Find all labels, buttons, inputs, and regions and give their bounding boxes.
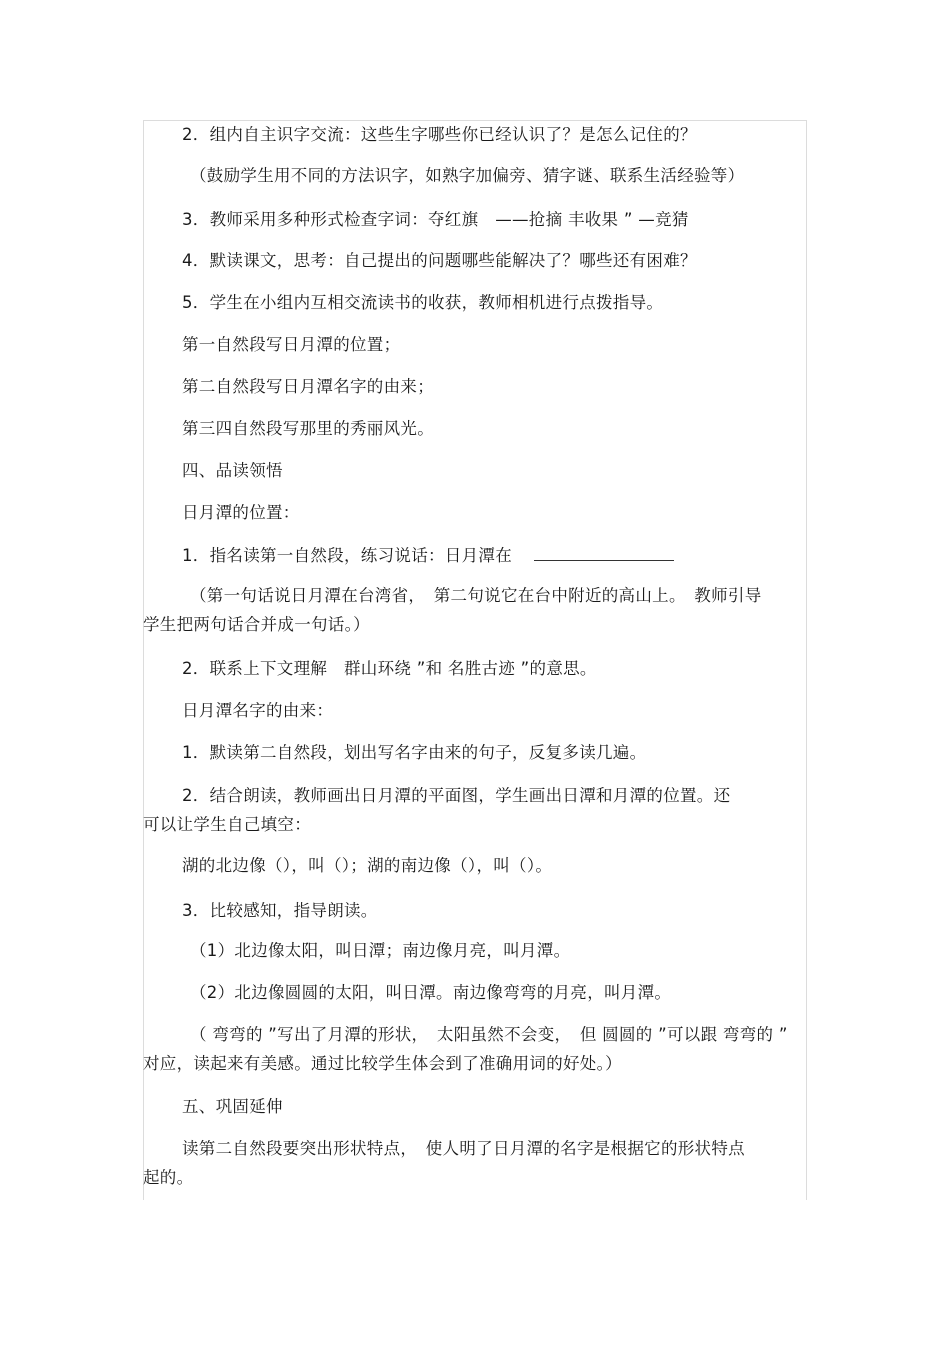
subheading: 日月潭名字的由来： xyxy=(182,701,334,720)
text-line: 第二自然段写日月潭名字的由来； xyxy=(182,377,434,396)
text-line: 第一自然段写日月潭的位置； xyxy=(182,335,401,354)
text-line: 5．学生在小组内互相交流读书的收获，教师相机进行点拨指导。 xyxy=(182,293,664,312)
text-line: 3．教师采用多种形式检查字词：夺红旗 ——抢摘 丰收果 ” —竞猜 xyxy=(182,210,689,229)
page-border-right xyxy=(806,120,807,1200)
text-line: 湖的北边像（），叫（）；湖的南边像（），叫（）。 xyxy=(182,856,553,875)
text-line: 1．指名读第一自然段，练习说话：日月潭在 xyxy=(182,546,512,565)
page-border-top xyxy=(143,120,807,121)
text-line: 第三四自然段写那里的秀丽风光。 xyxy=(182,419,434,438)
section-heading: 四、品读领悟 xyxy=(182,461,283,480)
text-line: （第一句话说日月潭在台湾省， 第二句说它在台中附近的高山上。 教师引导 xyxy=(190,586,762,605)
text-line: （1）北边像太阳，叫日潭；南边像月亮，叫月潭。 xyxy=(190,941,571,960)
text-line: 2．组内自主识字交流：这些生字哪些你已经认识了？是怎么记住的？ xyxy=(182,125,697,144)
text-line-with-blank xyxy=(182,546,674,566)
subheading: 日月潭的位置： xyxy=(182,503,300,522)
text-line: 4．默读课文，思考：自己提出的问题哪些能解决了？哪些还有困难？ xyxy=(182,251,697,270)
fill-in-blank xyxy=(534,546,674,561)
text-line: 起的。 xyxy=(143,1168,194,1187)
text-line: 2．联系上下文理解 群山环绕 ”和 名胜古迹 ”的意思。 xyxy=(182,659,597,678)
section-heading: 五、巩固延伸 xyxy=(182,1097,283,1116)
text-line: 1．默读第二自然段，划出写名字由来的句子，反复多读几遍。 xyxy=(182,743,647,762)
page-border-left xyxy=(143,120,144,1200)
text-line: （鼓励学生用不同的方法识字，如熟字加偏旁、猜字谜、联系生活经验等） xyxy=(190,166,745,185)
text-line: 对应，读起来有美感。通过比较学生体会到了准确用词的好处。） xyxy=(143,1054,622,1073)
text-line: （ 弯弯的 ”写出了月潭的形状， 太阳虽然不会变， 但 圆圆的 ”可以跟 弯弯的 ” xyxy=(190,1025,788,1044)
text-line: 学生把两句话合并成一句话。） xyxy=(143,615,370,634)
text-line: 3．比较感知，指导朗读。 xyxy=(182,901,378,920)
text-line: 可以让学生自己填空： xyxy=(143,815,311,834)
text-line: 读第二自然段要突出形状特点， 使人明了日月潭的名字是根据它的形状特点 xyxy=(182,1139,745,1158)
text-line: （2）北边像圆圆的太阳，叫日潭。南边像弯弯的月亮，叫月潭。 xyxy=(190,983,672,1002)
text-line: 2．结合朗读，教师画出日月潭的平面图，学生画出日潭和月潭的位置。还 xyxy=(182,786,731,805)
